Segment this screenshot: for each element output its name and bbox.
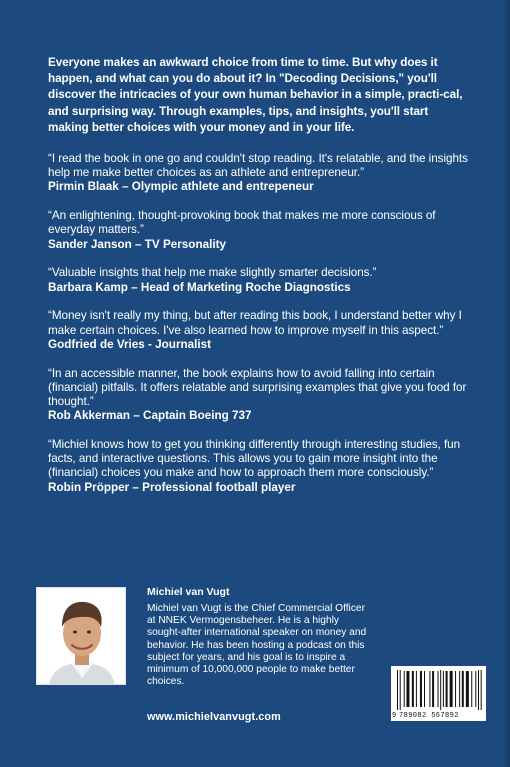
testimonials — [48, 152, 472, 509]
barcode-bar — [478, 670, 479, 710]
barcode-bar — [432, 671, 434, 707]
testimonial — [48, 367, 472, 424]
barcode-bar — [471, 671, 472, 707]
barcode-bar — [397, 670, 398, 710]
testimonial — [48, 266, 472, 295]
testimonial-quote: “Money isn't really my thing, but after reading this book, I understand better why I make certain choices. I've also learned how to improve myself in this aspect.” — [48, 309, 462, 337]
barcode-bar — [406, 671, 409, 707]
author-portrait-icon — [37, 588, 126, 685]
book-blurb: Everyone makes an awkward choice from time to time. But why does it happen, and what can you do about it? In "Decoding Decisions," you'll discover the intricacies of your own human behavior in a simple, practi-cal, and surprising way. Through examples, tips, and insights, you'll start making better choices with your money and in your life. — [48, 56, 463, 134]
barcode-bar — [462, 671, 464, 707]
testimonial-quote: “Valuable insights that help me make slightly smarter decisions.” — [48, 266, 377, 280]
barcode-bar — [481, 670, 482, 710]
barcode-bar — [404, 671, 405, 707]
testimonial-author: Barbara Kamp – Head of Marketing Roche Diagnostics — [48, 280, 351, 294]
barcode-lead-digit: 9 — [392, 712, 397, 720]
author-bio: Michiel van Vugt is the Chief Commercial Officer at NNEK Vermogensbeheer. He is a highly sought-after international speaker on money and behavior. He has been hosting a podcast on this subject for years, and his goal is to inspire a minimum of 10,000,000 people to make better choices. — [147, 603, 367, 688]
barcode-bar — [455, 671, 456, 707]
testimonial-author: Godfried de Vries - Journalist — [48, 337, 212, 351]
barcode-bar — [450, 671, 453, 707]
isbn-barcode — [391, 666, 486, 721]
barcode-bar — [443, 671, 444, 707]
testimonial — [48, 209, 472, 252]
author-website: www.michielvanvugt.com — [147, 711, 281, 723]
author-photo — [36, 587, 126, 685]
barcode-bar — [420, 671, 422, 707]
testimonial — [48, 438, 472, 495]
testimonial — [48, 309, 472, 352]
barcode-bar — [438, 671, 439, 707]
barcode-bar — [459, 671, 460, 707]
barcode-bar — [466, 671, 469, 707]
barcode-bar — [446, 671, 448, 707]
testimonial-quote: “In an accessible manner, the book explains how to avoid falling into certain (financial) pitfalls. It offers relatable and surprising examples that give you food for thought.” — [48, 366, 467, 409]
barcode-bar — [412, 671, 414, 707]
testimonial-quote: “I read the book in one go and couldn't stop reading. It's relatable, and the insights help me make better choices as an athlete and entrepreneur.” — [48, 152, 468, 180]
author-name: Michiel van Vugt — [147, 586, 230, 598]
barcode-bar — [475, 671, 476, 707]
barcode-bar — [429, 671, 430, 707]
testimonial-author: Sander Janson – TV Personality — [48, 237, 226, 251]
barcode-bar — [400, 670, 401, 710]
testimonial — [48, 152, 472, 195]
barcode-bar — [424, 671, 425, 707]
testimonial-author: Pirmin Blaak – Olympic athlete and entrepeneur — [48, 180, 314, 194]
barcode-bar — [440, 670, 441, 710]
testimonial-author: Rob Akkerman – Captain Boeing 737 — [48, 409, 252, 423]
barcode-bar — [416, 671, 417, 707]
testimonial-quote: “Michiel knows how to get you thinking differently through interesting studies, fun facts, and interactive questions. This allows you to gain more insight into the (financial) choices you make and how to approach them more consciously.” — [48, 438, 461, 480]
barcode-bars-icon — [391, 666, 486, 712]
testimonial-quote: “An enlightening, thought-provoking book that makes me more conscious of everyday matters.” — [48, 209, 436, 237]
testimonial-author: Robin Pröpper – Professional football player — [48, 480, 296, 494]
barcode-digits: 789082 567892 — [399, 712, 459, 720]
